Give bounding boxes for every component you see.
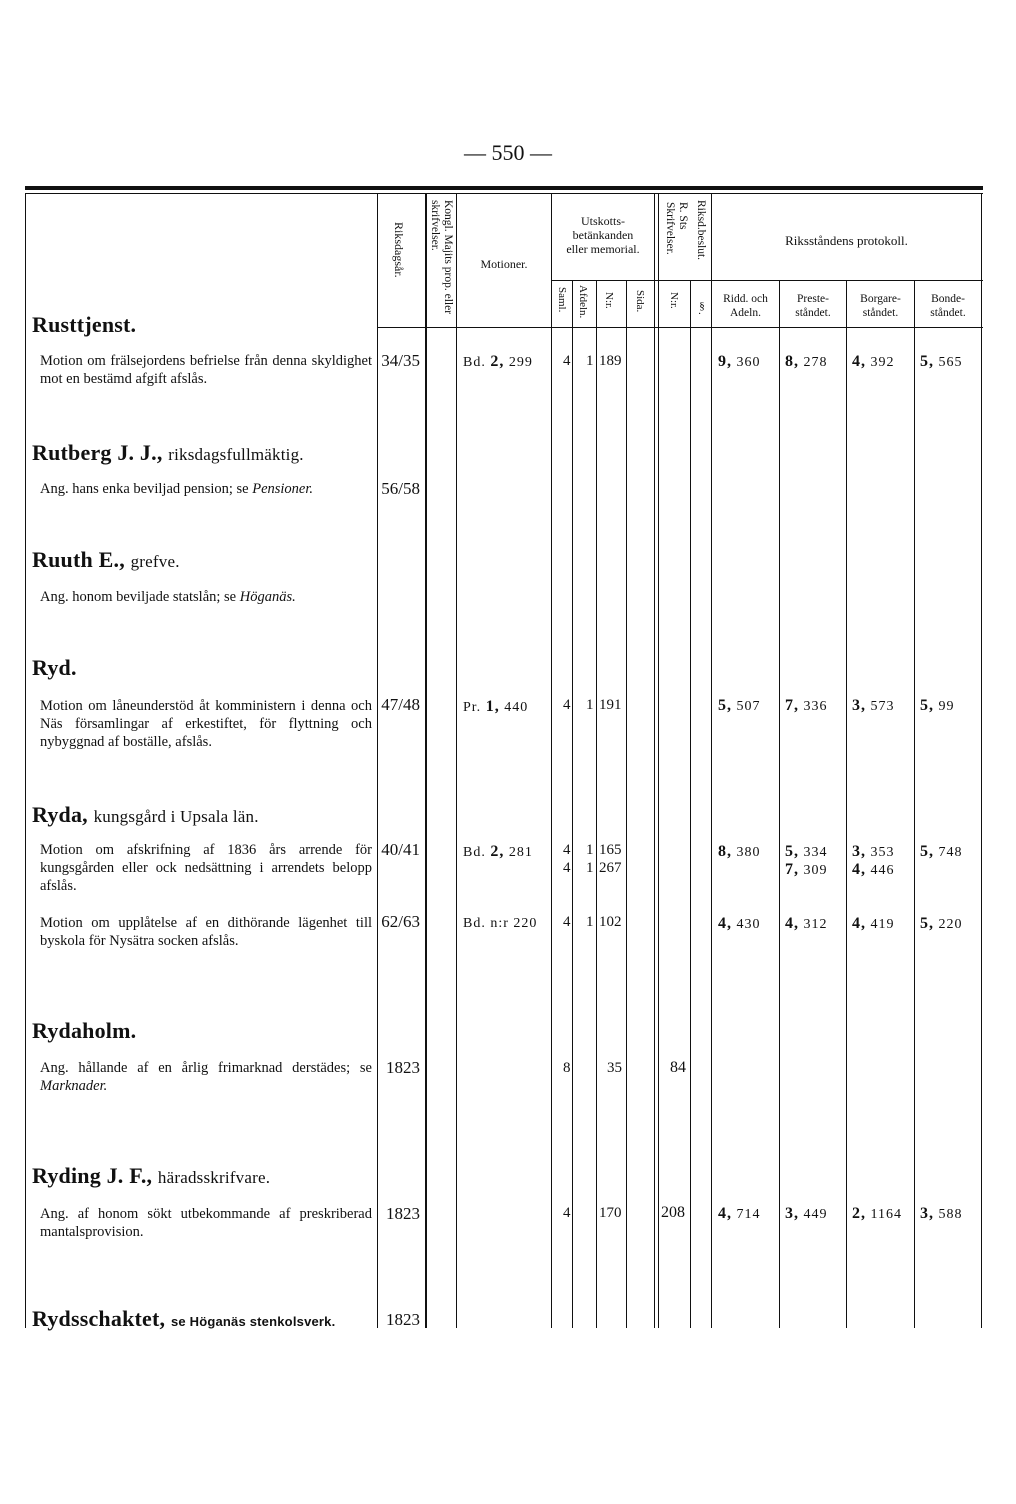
header-saml: Saml. [556, 287, 568, 313]
nr-cell: 165 [599, 842, 622, 858]
year-cell: 1823 [386, 1204, 420, 1223]
header-prest: Preste- ståndet. [795, 293, 831, 319]
saml-cell: 4 [563, 914, 571, 930]
col-rule [425, 193, 427, 1328]
header-mid-rule [551, 280, 983, 281]
bond-cell: 5, 748 [920, 843, 963, 860]
ridd-cell: 8, 380 [718, 843, 761, 860]
nr-cell: 191 [599, 697, 622, 713]
prest-cell: 7, 336 [785, 697, 828, 714]
afd-cell: 1 [586, 842, 594, 858]
header-r-sts: R. Sts Skrifvelser. [664, 202, 689, 255]
year-cell: 40/41 [381, 840, 420, 859]
prest-cell: 8, 278 [785, 353, 828, 370]
header-utskott: Utskotts- betänkanden eller memorial. [566, 214, 640, 256]
year-cell: 1823 [386, 1058, 420, 1077]
col-rule [456, 193, 457, 1328]
entry-heading: Rutberg J. J., riksdagsfullmäktig. [32, 440, 304, 465]
header-bond: Bonde- ståndet. [930, 293, 966, 319]
year-cell: 1823 [386, 1310, 420, 1329]
bond-cell: 5, 220 [920, 915, 963, 932]
entry-heading: Ryding J. F., häradsskrifvare. [32, 1163, 271, 1188]
col-rule [572, 280, 573, 1328]
entry-description: Motion om upplåtelse af en dithörande lägenhet till byskola för Nysätra socken afslås. [40, 915, 372, 949]
header-ridd: Ridd. och Adeln. [723, 293, 768, 319]
top-rule-thin [25, 193, 983, 194]
header-riksdagsar: Riksdagsår. [392, 222, 406, 278]
col-rule [914, 280, 915, 1328]
entry-heading: Rydaholm. [32, 1018, 137, 1043]
col-rule [846, 280, 847, 1328]
borg-cell: 3, 573 [852, 697, 895, 714]
entry-description: Ang. af honom sökt utbekommande af preskriberad mantalsprovision. [40, 1206, 372, 1240]
col-rule [626, 280, 627, 1328]
borg-cell: 4, 392 [852, 353, 895, 370]
nr-cell: 35 [607, 1060, 622, 1076]
prest-cell: 3, 449 [785, 1205, 828, 1222]
saml-cell: 4 [563, 697, 571, 713]
motion-ref: Bd. 2, 281 [463, 843, 533, 860]
header-borg: Borgare- ståndet. [860, 293, 901, 319]
header-paragraph: §. [696, 300, 708, 315]
header-bottom-rule [377, 327, 983, 328]
ridd-cell: 5, 507 [718, 697, 761, 714]
col-rule [779, 280, 780, 1328]
header-afdeln: Afdeln. [577, 285, 589, 319]
entry-heading: Rusttjenst. [32, 312, 137, 337]
afd-cell: 1 [586, 914, 594, 930]
header-protokoll: Riksståndens protokoll. [785, 233, 908, 248]
entry-description: Ang. honom beviljade statslån; se Höganäs. [40, 589, 296, 605]
year-cell: 47/48 [381, 695, 420, 714]
afd-cell: 1 [586, 860, 594, 876]
rs-nr-cell: 84 [670, 1059, 686, 1076]
motion-ref: Bd. 2, 299 [463, 353, 533, 370]
header-nr: N:r. [603, 292, 615, 309]
afd-cell: 1 [586, 697, 594, 713]
col-rule [658, 193, 659, 1328]
entry-description: Ang. hållande af en årlig frimarknad derstädes; se Marknader. [40, 1060, 372, 1094]
motion-ref: Bd. n:r 220 [463, 916, 538, 931]
borg-cell: 4, 446 [852, 861, 895, 878]
entry-description: Motion om frälsejordens befrielse från denna skyldighet mot en bestämd afgift afslås. [40, 353, 372, 387]
afd-cell: 1 [586, 353, 594, 369]
header-r-nr: N:r. [668, 292, 680, 309]
saml-cell: 4 [563, 1205, 571, 1221]
saml-cell: 4 [563, 842, 571, 858]
header-sida: Sida. [634, 290, 646, 313]
bond-cell: 3, 588 [920, 1205, 963, 1222]
prest-cell: 5, 334 [785, 843, 828, 860]
col-rule [981, 193, 982, 1328]
col-rule [711, 193, 712, 1328]
col-rule [377, 193, 378, 1328]
col-rule [25, 193, 26, 1328]
entry-description: Motion om låneunderstöd åt komministern i denna och Näs församlingar af erkestiftet, för flyttning och nybyggnad af boställe, afslås. [40, 698, 372, 750]
saml-cell: 4 [563, 860, 571, 876]
ridd-cell: 4, 714 [718, 1205, 761, 1222]
entry-heading: Ryda, kungsgård i Upsala län. [32, 802, 259, 827]
header-motioner: Motioner. [480, 257, 528, 271]
entry-heading: Rydsschaktet, se Höganäs stenkolsverk. [32, 1306, 336, 1331]
col-rule [654, 193, 655, 1328]
ridd-cell: 4, 430 [718, 915, 761, 932]
col-rule [551, 193, 552, 1328]
bond-cell: 5, 99 [920, 697, 955, 714]
nr-cell: 189 [599, 353, 622, 369]
entry-description: Ang. hans enka beviljad pension; se Pensioner. [40, 481, 314, 497]
header-kongl: Kongl. Majits prop. eller skrifvelser. [429, 200, 454, 315]
entry-description: Motion om afskrifning af 1836 års arrende för kungsgården eller ock nedsättning i arrendets belopp afslås. [40, 842, 372, 894]
header-beslut: Riksd.beslut. [695, 200, 707, 261]
page-number: — 550 — [464, 140, 552, 165]
nr-cell: 102 [599, 914, 622, 930]
borg-cell: 4, 419 [852, 915, 895, 932]
year-cell: 62/63 [381, 912, 420, 931]
col-rule [596, 280, 597, 1328]
nr-cell: 170 [599, 1205, 622, 1221]
col-rule [690, 280, 691, 1328]
entry-heading: Ruuth E., grefve. [32, 547, 180, 572]
prest-cell: 4, 312 [785, 915, 828, 932]
bond-cell: 5, 565 [920, 353, 963, 370]
borg-cell: 3, 353 [852, 843, 895, 860]
borg-cell: 2, 1164 [852, 1205, 902, 1222]
nr-cell: 267 [599, 860, 622, 876]
rs-nr-cell: 208 [661, 1204, 685, 1221]
entry-heading: Ryd. [32, 655, 77, 680]
motion-ref: Pr. 1, 440 [463, 698, 529, 715]
year-cell: 34/35 [381, 351, 420, 370]
year-cell: 56/58 [381, 479, 420, 498]
prest-cell: 7, 309 [785, 861, 828, 878]
saml-cell: 8 [563, 1060, 571, 1076]
ridd-cell: 9, 360 [718, 353, 761, 370]
saml-cell: 4 [563, 353, 571, 369]
top-rule-thick [25, 186, 983, 190]
